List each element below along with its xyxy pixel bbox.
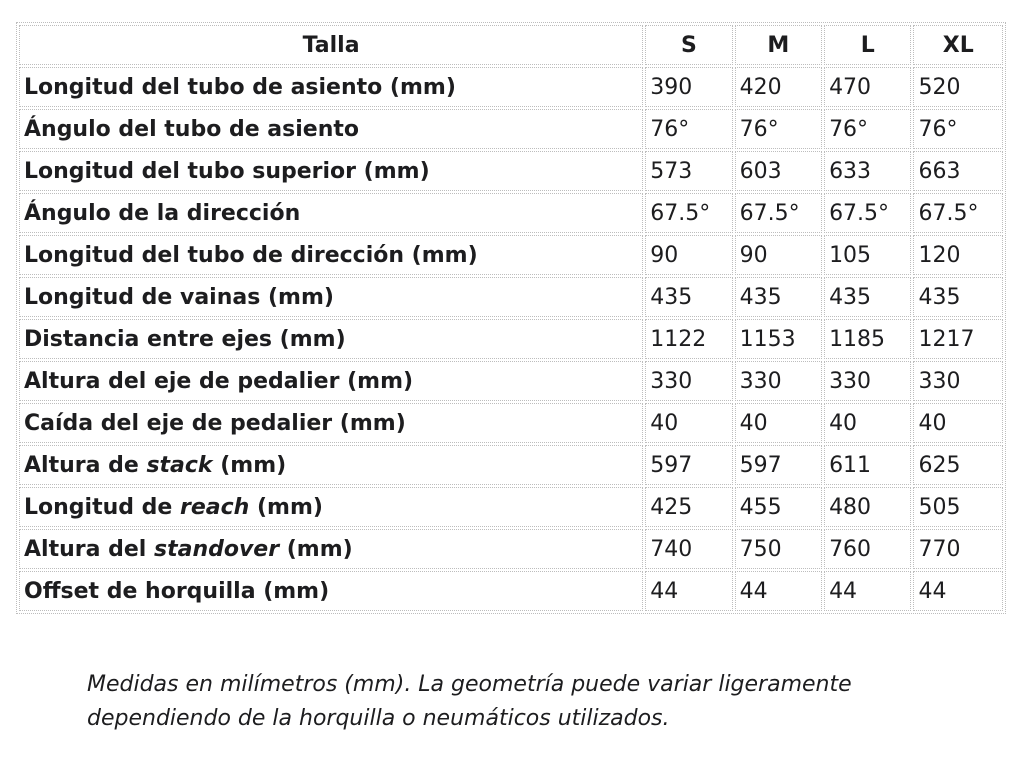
cell-size-m: 435 (735, 277, 822, 317)
cell-size-l: 480 (824, 487, 911, 527)
table-header-row (19, 25, 1003, 65)
row-label (19, 67, 643, 107)
cell-size-xl: 76° (913, 109, 1003, 149)
row-label (19, 151, 643, 191)
header-size-s: S (645, 25, 732, 65)
cell-size-s: 76° (645, 109, 732, 149)
cell-size-m: 67.5° (735, 193, 822, 233)
row-label-text: Altura del eje de pedalier (mm) (24, 368, 414, 394)
cell-size-l: 633 (824, 151, 911, 191)
cell-size-l: 67.5° (824, 193, 911, 233)
cell-size-l: 76° (824, 109, 911, 149)
cell-size-m: 750 (735, 529, 822, 569)
row-label-emphasis: reach (180, 494, 250, 520)
header-size-l: L (824, 25, 911, 65)
cell-size-s: 435 (645, 277, 732, 317)
table-row (19, 571, 1003, 611)
table-row (19, 529, 1003, 569)
row-label (19, 277, 643, 317)
cell-size-xl: 770 (913, 529, 1003, 569)
cell-size-xl: 625 (913, 445, 1003, 485)
cell-size-l: 435 (824, 277, 911, 317)
cell-size-l: 1185 (824, 319, 911, 359)
cell-size-m: 40 (735, 403, 822, 443)
row-label (19, 361, 643, 401)
row-label-text: Altura de (24, 452, 147, 478)
row-label (19, 235, 643, 275)
cell-size-m: 455 (735, 487, 822, 527)
cell-size-m: 1153 (735, 319, 822, 359)
row-label-text: Longitud del tubo de asiento (mm) (24, 74, 456, 100)
cell-size-s: 573 (645, 151, 732, 191)
cell-size-xl: 44 (913, 571, 1003, 611)
cell-size-xl: 40 (913, 403, 1003, 443)
cell-size-s: 390 (645, 67, 732, 107)
table-row (19, 445, 1003, 485)
row-label-text: Ángulo del tubo de asiento (24, 116, 360, 142)
cell-size-m: 603 (735, 151, 822, 191)
cell-size-xl: 663 (913, 151, 1003, 191)
table-row (19, 109, 1003, 149)
table-row (19, 319, 1003, 359)
table-row (19, 361, 1003, 401)
table-row (19, 151, 1003, 191)
row-label (19, 445, 643, 485)
row-label (19, 571, 643, 611)
cell-size-s: 1122 (645, 319, 732, 359)
cell-size-l: 470 (824, 67, 911, 107)
cell-size-m: 44 (735, 571, 822, 611)
cell-size-s: 67.5° (645, 193, 732, 233)
cell-size-xl: 120 (913, 235, 1003, 275)
measurement-note: Medidas en milímetros (mm). La geometría puede variar ligeramente dependiendo de la horquilla o neumáticos utilizados. (87, 672, 852, 731)
cell-size-s: 90 (645, 235, 732, 275)
cell-size-s: 44 (645, 571, 732, 611)
cell-size-xl: 330 (913, 361, 1003, 401)
row-label-emphasis: standover (153, 536, 280, 562)
cell-size-m: 90 (735, 235, 822, 275)
row-label (19, 319, 643, 359)
row-label (19, 403, 643, 443)
row-label-text: Longitud del tubo superior (mm) (24, 158, 430, 184)
cell-size-s: 597 (645, 445, 732, 485)
row-label-text: Distancia entre ejes (mm) (24, 326, 346, 352)
table-row (19, 277, 1003, 317)
cell-size-s: 740 (645, 529, 732, 569)
table-body (19, 67, 1003, 611)
cell-size-m: 330 (735, 361, 822, 401)
cell-size-xl: 520 (913, 67, 1003, 107)
cell-size-xl: 505 (913, 487, 1003, 527)
cell-size-s: 40 (645, 403, 732, 443)
cell-size-xl: 67.5° (913, 193, 1003, 233)
row-label (19, 529, 643, 569)
row-label (19, 193, 643, 233)
table-row (19, 235, 1003, 275)
cell-size-s: 330 (645, 361, 732, 401)
cell-size-l: 330 (824, 361, 911, 401)
table-row (19, 67, 1003, 107)
cell-size-l: 105 (824, 235, 911, 275)
row-label-text: (mm) (279, 536, 353, 562)
row-label-text: (mm) (249, 494, 323, 520)
table-row (19, 193, 1003, 233)
header-size: Talla (19, 25, 643, 65)
row-label-text: Longitud del tubo de dirección (mm) (24, 242, 478, 268)
row-label (19, 109, 643, 149)
header-size-m: M (735, 25, 822, 65)
row-label-text: (mm) (212, 452, 287, 478)
cell-size-l: 760 (824, 529, 911, 569)
cell-size-m: 597 (735, 445, 822, 485)
row-label-text: Caída del eje de pedalier (mm) (24, 410, 406, 436)
row-label (19, 487, 643, 527)
row-label-text: Offset de horquilla (mm) (24, 578, 330, 604)
cell-size-l: 40 (824, 403, 911, 443)
cell-size-l: 611 (824, 445, 911, 485)
row-label-emphasis: stack (146, 452, 213, 478)
cell-size-m: 76° (735, 109, 822, 149)
cell-size-xl: 435 (913, 277, 1003, 317)
cell-size-xl: 1217 (913, 319, 1003, 359)
row-label-text: Longitud de (24, 494, 180, 520)
cell-size-s: 425 (645, 487, 732, 527)
row-label-text: Ángulo de la dirección (24, 200, 301, 226)
cell-size-m: 420 (735, 67, 822, 107)
table-row (19, 403, 1003, 443)
row-label-text: Longitud de vainas (mm) (24, 284, 334, 310)
table-row (19, 487, 1003, 527)
header-size-xl: XL (913, 25, 1003, 65)
cell-size-l: 44 (824, 571, 911, 611)
row-label-text: Altura del (24, 536, 154, 562)
geometry-table (16, 22, 1006, 614)
